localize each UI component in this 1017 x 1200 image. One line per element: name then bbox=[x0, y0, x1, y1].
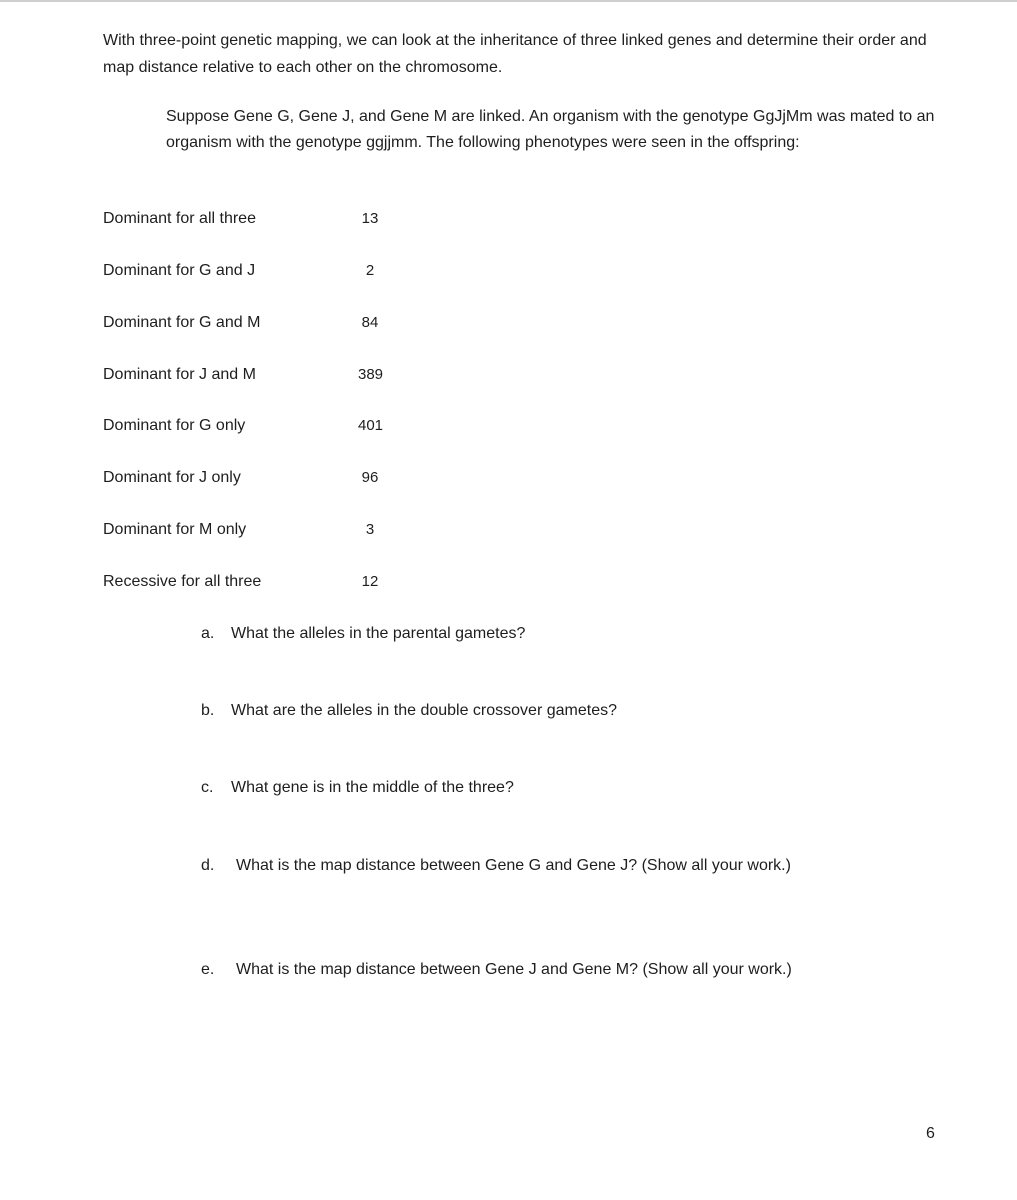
phenotype-label: Recessive for all three bbox=[103, 573, 262, 590]
phenotype-label: Dominant for M only bbox=[103, 521, 247, 538]
question-text: What are the alleles in the double crossover gametes? bbox=[231, 702, 617, 719]
phenotype-count: 96 bbox=[361, 469, 379, 486]
page-number: 6 bbox=[926, 1125, 935, 1142]
question-letter: e. bbox=[201, 961, 215, 978]
question-letter: a. bbox=[201, 625, 215, 642]
phenotype-count: 389 bbox=[358, 366, 384, 383]
phenotype-label: Dominant for G and J bbox=[103, 262, 256, 279]
question-text: What is the map distance between Gene J and Gene M? (Show all your work.) bbox=[236, 961, 792, 978]
phenotype-count: 401 bbox=[358, 417, 384, 434]
question-letter: b. bbox=[201, 702, 215, 719]
question-text: What is the map distance between Gene G and Gene J? (Show all your work.) bbox=[236, 857, 791, 874]
phenotype-count: 2 bbox=[365, 262, 375, 279]
question-text: What gene is in the middle of the three? bbox=[231, 779, 514, 796]
phenotype-label: Dominant for J only bbox=[103, 469, 241, 486]
page-top-border bbox=[0, 0, 1017, 2]
phenotype-count: 84 bbox=[361, 314, 379, 331]
phenotype-count: 13 bbox=[361, 210, 379, 227]
question-letter: d. bbox=[201, 857, 215, 874]
intro-paragraph: With three-point genetic mapping, we can look at the inheritance of three linked genes and determine their order and map distance relative to each other on the chromosome. bbox=[103, 32, 927, 76]
phenotype-label: Dominant for G only bbox=[103, 417, 246, 434]
question-letter: c. bbox=[201, 779, 214, 796]
phenotype-label: Dominant for all three bbox=[103, 210, 256, 227]
phenotype-count: 3 bbox=[365, 521, 375, 538]
phenotype-label: Dominant for G and M bbox=[103, 314, 261, 331]
phenotype-count: 12 bbox=[361, 573, 379, 590]
problem-statement: Suppose Gene G, Gene J, and Gene M are linked. An organism with the genotype GgJjMm was mated to an organism with the genotype ggjjmm. The following phenotypes were seen in the offspring: bbox=[166, 108, 935, 151]
phenotype-label: Dominant for J and M bbox=[103, 366, 256, 383]
question-text: What the alleles in the parental gametes? bbox=[231, 625, 526, 642]
